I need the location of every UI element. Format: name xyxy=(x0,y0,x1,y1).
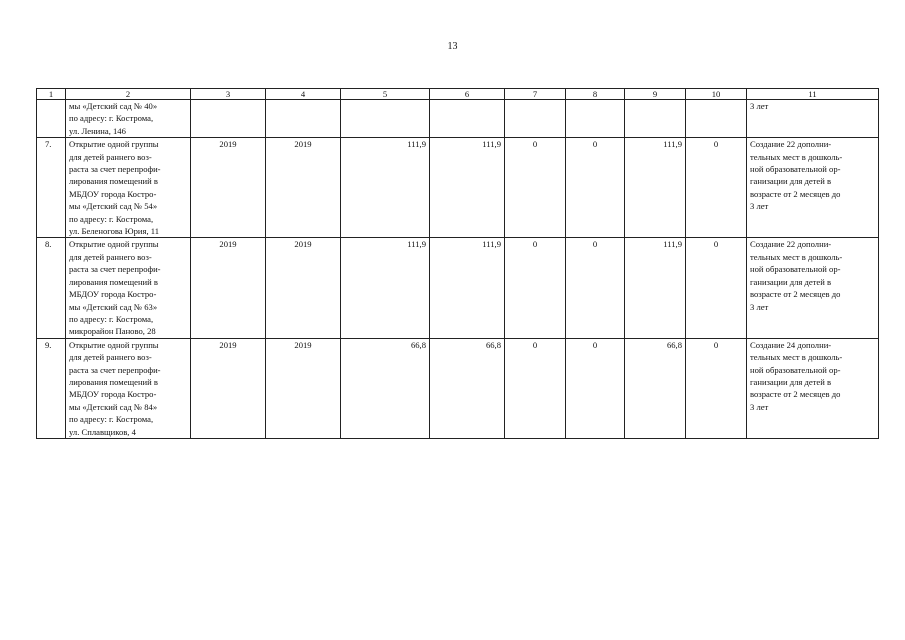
project-name-line: мы «Детский сад № 40» xyxy=(69,101,158,111)
row-number-cell xyxy=(37,100,66,138)
result-cell xyxy=(747,238,879,338)
amount-col7-cell: 0 xyxy=(505,138,566,238)
result-line: Создание 22 дополни- xyxy=(750,239,832,250)
project-name-line: Открытие одной группы xyxy=(69,239,159,250)
amount-col6-cell: 111,9 xyxy=(430,238,505,338)
result-line: тельных мест в дошколь- xyxy=(750,151,843,162)
amount-col8-cell: 0 xyxy=(566,338,625,438)
result-line: 3 лет xyxy=(750,401,769,412)
header-cell: 8 xyxy=(566,89,625,100)
header-row xyxy=(37,89,879,100)
project-name-line: по адресу: г. Кострома, xyxy=(69,113,154,124)
project-name-line: по адресу: г. Кострома, xyxy=(69,313,154,324)
result-line: тельных мест в дошколь- xyxy=(750,251,843,262)
result-cell xyxy=(747,138,879,238)
result-line: Создание 24 дополни- xyxy=(750,339,832,350)
project-name-line: раста за счет перепрофи- xyxy=(69,364,161,375)
project-name-line: раста за счет перепрофи- xyxy=(69,164,161,175)
project-name-line: ул. Беленогова Юрия, 11 xyxy=(69,226,160,237)
result-line: 3 лет xyxy=(750,101,769,111)
amount-col9-cell: 66,8 xyxy=(625,338,686,438)
project-name-line: МБДОУ города Костро- xyxy=(69,389,157,400)
project-name-line: МБДОУ города Костро- xyxy=(69,188,157,199)
project-name-line: по адресу: г. Кострома, xyxy=(69,414,154,425)
header-cell: 1 xyxy=(37,89,66,100)
row-number-cell: 9. xyxy=(37,338,66,438)
table-row xyxy=(37,338,879,438)
project-name-line: мы «Детский сад № 63» xyxy=(69,301,158,312)
project-name-line: для детей раннего воз- xyxy=(69,151,152,162)
project-name-cell xyxy=(66,338,191,438)
project-name-cell xyxy=(66,138,191,238)
amount-col7-cell: 0 xyxy=(505,338,566,438)
header-cell: 5 xyxy=(341,89,430,100)
result-line: ганизации для детей в xyxy=(750,176,832,187)
amount-col9-cell: 111,9 xyxy=(625,138,686,238)
header-cell: 11 xyxy=(747,89,879,100)
project-name-line: микрорайон Паново, 28 xyxy=(69,326,156,337)
table-row xyxy=(37,138,879,238)
amount-col7-cell: 0 xyxy=(505,238,566,338)
result-cell xyxy=(747,100,879,138)
project-name-line: Открытие одной группы xyxy=(69,139,159,150)
start-year-cell: 2019 xyxy=(191,238,266,338)
start-year-cell: 2019 xyxy=(191,138,266,238)
project-name-line: раста за счет перепрофи- xyxy=(69,264,161,275)
project-name-line: для детей раннего воз- xyxy=(69,352,152,363)
project-name-line: лирования помещений в xyxy=(69,376,158,387)
amount-col6-cell: 111,9 xyxy=(430,138,505,238)
project-name-cell xyxy=(66,238,191,338)
result-cell xyxy=(747,338,879,438)
header-cell: 4 xyxy=(266,89,341,100)
result-line: возрасте от 2 месяцев до xyxy=(750,389,841,400)
project-name-line: ул. Ленина, 146 xyxy=(69,125,126,136)
total-amount-cell: 66,8 xyxy=(341,338,430,438)
header-cell: 7 xyxy=(505,89,566,100)
result-line: 3 лет xyxy=(750,301,769,312)
amount-col9-cell xyxy=(625,100,686,138)
end-year-cell xyxy=(266,100,341,138)
project-name-line: для детей раннего воз- xyxy=(69,251,152,262)
header-cell: 2 xyxy=(66,89,191,100)
project-name-line: ул. Сплавщиков, 4 xyxy=(69,426,136,437)
result-line: ной образовательной ор- xyxy=(750,264,841,275)
total-amount-cell: 111,9 xyxy=(341,238,430,338)
amount-col9-cell: 111,9 xyxy=(625,238,686,338)
result-line: 3 лет xyxy=(750,201,769,212)
end-year-cell: 2019 xyxy=(266,138,341,238)
amount-col7-cell xyxy=(505,100,566,138)
result-line: возрасте от 2 месяцев до xyxy=(750,188,841,199)
amount-col10-cell: 0 xyxy=(686,238,747,338)
table-row xyxy=(37,100,879,138)
project-name-line: лирования помещений в xyxy=(69,276,158,287)
end-year-cell: 2019 xyxy=(266,238,341,338)
end-year-cell: 2019 xyxy=(266,338,341,438)
row-number-cell: 8. xyxy=(37,238,66,338)
result-line: ной образовательной ор- xyxy=(750,364,841,375)
data-table xyxy=(36,88,879,439)
result-line: ганизации для детей в xyxy=(750,376,832,387)
amount-col10-cell xyxy=(686,100,747,138)
header-cell: 6 xyxy=(430,89,505,100)
total-amount-cell xyxy=(341,100,430,138)
result-line: ганизации для детей в xyxy=(750,276,832,287)
page-number: 13 xyxy=(447,41,458,52)
header-cell: 9 xyxy=(625,89,686,100)
amount-col10-cell: 0 xyxy=(686,338,747,438)
result-line: ной образовательной ор- xyxy=(750,164,841,175)
project-name-line: лирования помещений в xyxy=(69,176,158,187)
amount-col8-cell xyxy=(566,100,625,138)
start-year-cell: 2019 xyxy=(191,338,266,438)
start-year-cell xyxy=(191,100,266,138)
amount-col6-cell: 66,8 xyxy=(430,338,505,438)
result-line: Создание 22 дополни- xyxy=(750,139,832,150)
project-name-line: по адресу: г. Кострома, xyxy=(69,213,154,224)
project-name-cell xyxy=(66,100,191,138)
project-name-line: мы «Детский сад № 54» xyxy=(69,201,158,212)
amount-col10-cell: 0 xyxy=(686,138,747,238)
table-row xyxy=(37,238,879,338)
amount-col8-cell: 0 xyxy=(566,138,625,238)
amount-col8-cell: 0 xyxy=(566,238,625,338)
project-name-line: Открытие одной группы xyxy=(69,339,159,350)
header-cell: 10 xyxy=(686,89,747,100)
total-amount-cell: 111,9 xyxy=(341,138,430,238)
project-name-line: МБДОУ города Костро- xyxy=(69,289,157,300)
project-name-line: мы «Детский сад № 84» xyxy=(69,401,158,412)
amount-col6-cell xyxy=(430,100,505,138)
header-cell: 3 xyxy=(191,89,266,100)
result-line: тельных мест в дошколь- xyxy=(750,352,843,363)
row-number-cell: 7. xyxy=(37,138,66,238)
result-line: возрасте от 2 месяцев до xyxy=(750,289,841,300)
